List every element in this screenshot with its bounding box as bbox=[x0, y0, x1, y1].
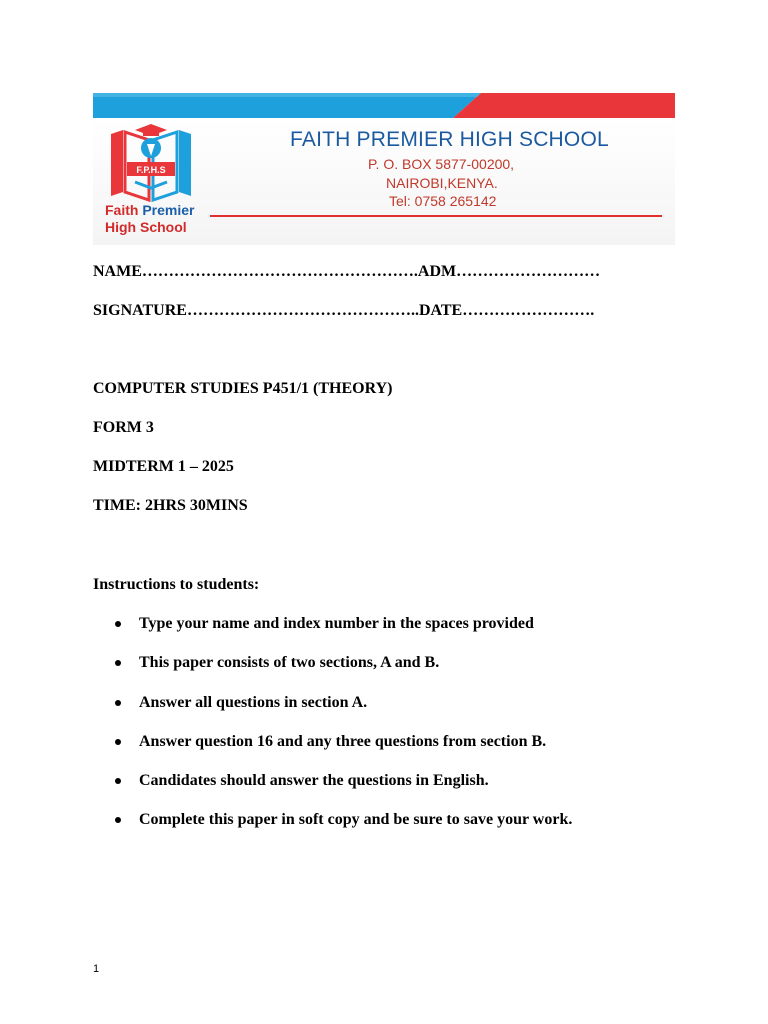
list-item bbox=[115, 810, 572, 849]
address-phone: Tel: 0758 265142 bbox=[389, 193, 497, 209]
instruction-text: This paper consists of two sections, A and B. bbox=[139, 654, 440, 672]
header-divider bbox=[210, 215, 662, 217]
bullet-icon bbox=[115, 621, 121, 627]
logo-caption-faith: Faith bbox=[105, 202, 139, 218]
instruction-text: Complete this paper in soft copy and be sure to save your work. bbox=[139, 811, 573, 829]
instruction-text: Answer question 16 and any three questions from section B. bbox=[139, 732, 547, 750]
exam-subject: COMPUTER STUDIES P451/1 (THEORY) bbox=[93, 380, 393, 397]
exam-form: FORM 3 bbox=[93, 419, 154, 436]
logo-caption-line2: High School bbox=[105, 219, 187, 235]
list-item bbox=[115, 653, 572, 692]
instructions-list bbox=[115, 614, 572, 850]
signature-date-field-line: SIGNATURE……………………………………..DATE……………………. bbox=[93, 302, 595, 319]
bullet-icon bbox=[115, 778, 121, 784]
school-header-banner bbox=[93, 93, 675, 245]
list-item bbox=[115, 771, 572, 810]
exam-term: MIDTERM 1 – 2025 bbox=[93, 458, 234, 475]
instruction-text: Candidates should answer the questions in English. bbox=[139, 772, 489, 790]
header-color-stripe bbox=[93, 93, 675, 118]
header-body bbox=[93, 118, 675, 245]
list-item bbox=[115, 732, 572, 771]
page-number: 1 bbox=[93, 963, 100, 975]
list-item bbox=[115, 693, 572, 732]
bullet-icon bbox=[115, 739, 121, 745]
logo-caption-premier: Premier bbox=[142, 202, 195, 218]
exam-time: TIME: 2HRS 30MINS bbox=[93, 497, 248, 514]
list-item bbox=[115, 614, 572, 653]
address-city: NAIROBI,KENYA. bbox=[386, 175, 498, 191]
bullet-icon bbox=[115, 817, 121, 823]
bullet-icon bbox=[115, 660, 121, 666]
logo-caption-line1 bbox=[105, 202, 225, 219]
svg-text:F.P.H.S: F.P.H.S bbox=[136, 165, 166, 175]
address-po-box: P. O. BOX 5877-00200, bbox=[368, 156, 515, 172]
instructions-heading: Instructions to students: bbox=[93, 576, 260, 593]
school-logo bbox=[105, 122, 197, 206]
name-adm-field-line: NAME…………………………………………….ADM……………………… bbox=[93, 263, 601, 280]
instruction-text: Answer all questions in section A. bbox=[139, 693, 368, 711]
instruction-text: Type your name and index number in the spaces provided bbox=[139, 615, 534, 632]
bullet-icon bbox=[115, 700, 121, 706]
school-name: FAITH PREMIER HIGH SCHOOL bbox=[290, 128, 609, 151]
